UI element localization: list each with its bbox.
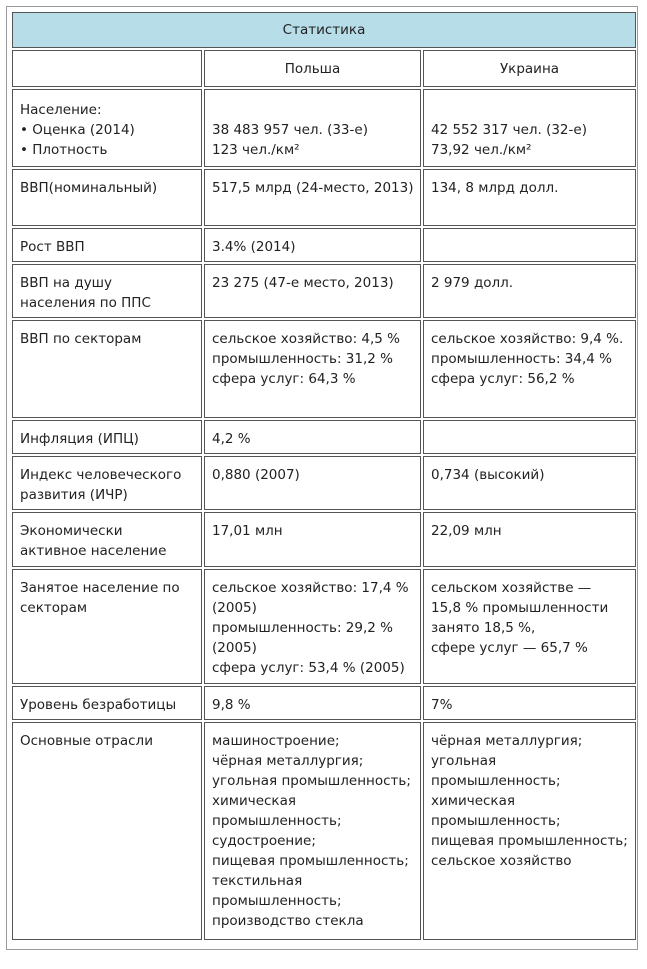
table-title-row bbox=[12, 12, 636, 48]
table-row bbox=[12, 264, 636, 318]
table-row bbox=[12, 89, 636, 167]
header-poland: Польша bbox=[204, 50, 421, 87]
poland-value: 4,2 % bbox=[204, 420, 421, 454]
poland-value: 3.4% (2014) bbox=[204, 228, 421, 262]
ukraine-value: 7% bbox=[423, 686, 636, 720]
ukraine-value: 2 979 долл. bbox=[423, 264, 636, 318]
poland-value: 38 483 957 чел. (33-е) 123 чел./км² bbox=[204, 89, 421, 167]
table-row bbox=[12, 169, 636, 226]
poland-value: 17,01 млн bbox=[204, 512, 421, 567]
ukraine-value: 42 552 317 чел. (32-е) 73,92 чел./км² bbox=[423, 89, 636, 167]
poland-value: сельское хозяйство: 17,4 % (2005) промышленность: 29,2 % (2005) сфера услуг: 53,4 % (2005) bbox=[204, 569, 421, 684]
poland-value: машиностроение; чёрная металлургия; угольная промышленность; химическая промышленность; судостроение; пищевая промышленность; текстильная промышленность; производство стекла bbox=[204, 722, 421, 940]
table-row bbox=[12, 569, 636, 684]
poland-value: 23 275 (47-е место, 2013) bbox=[204, 264, 421, 318]
poland-value: 9,8 % bbox=[204, 686, 421, 720]
row-label: ВВП по секторам bbox=[12, 320, 202, 418]
row-label: Население: • Оценка (2014) • Плотность bbox=[12, 89, 202, 167]
table-row bbox=[12, 456, 636, 510]
row-label: Занятое население по секторам bbox=[12, 569, 202, 684]
row-label: Экономически активное население bbox=[12, 512, 202, 567]
poland-value: 0,880 (2007) bbox=[204, 456, 421, 510]
table-row bbox=[12, 420, 636, 454]
row-label: Уровень безработицы bbox=[12, 686, 202, 720]
poland-value: сельское хозяйство: 4,5 % промышленность: 31,2 % сфера услуг: 64,3 % bbox=[204, 320, 421, 418]
ukraine-value: чёрная металлургия; угольная промышленность; химическая промышленность; пищевая промышленность; сельское хозяйство bbox=[423, 722, 636, 940]
ukraine-value: сельское хозяйство: 9,4 %. промышленность: 34,4 % сфера услуг: 56,2 % bbox=[423, 320, 636, 418]
row-label: ВВП(номинальный) bbox=[12, 169, 202, 226]
table-row bbox=[12, 228, 636, 262]
ukraine-value: 22,09 млн bbox=[423, 512, 636, 567]
table-header-row bbox=[12, 50, 636, 87]
header-empty-cell bbox=[12, 50, 202, 87]
ukraine-value: сельском хозяйстве — 15,8 % промышленности занято 18,5 %, сфере услуг — 65,7 % bbox=[423, 569, 636, 684]
statistics-table-frame bbox=[6, 6, 638, 950]
table-row bbox=[12, 320, 636, 418]
row-label: Индекс человеческого развития (ИЧР) bbox=[12, 456, 202, 510]
table-title: Статистика bbox=[12, 12, 636, 48]
table-row bbox=[12, 686, 636, 720]
row-label: Инфляция (ИПЦ) bbox=[12, 420, 202, 454]
ukraine-value bbox=[423, 420, 636, 454]
ukraine-value: 134, 8 млрд долл. bbox=[423, 169, 636, 226]
row-label: Рост ВВП bbox=[12, 228, 202, 262]
row-label: ВВП на душу населения по ППС bbox=[12, 264, 202, 318]
table-row bbox=[12, 722, 636, 940]
poland-value: 517,5 млрд (24-место, 2013) bbox=[204, 169, 421, 226]
table-row bbox=[12, 512, 636, 567]
row-label: Основные отрасли bbox=[12, 722, 202, 940]
ukraine-value: 0,734 (высокий) bbox=[423, 456, 636, 510]
ukraine-value bbox=[423, 228, 636, 262]
header-ukraine: Украина bbox=[423, 50, 636, 87]
statistics-table bbox=[10, 10, 638, 942]
